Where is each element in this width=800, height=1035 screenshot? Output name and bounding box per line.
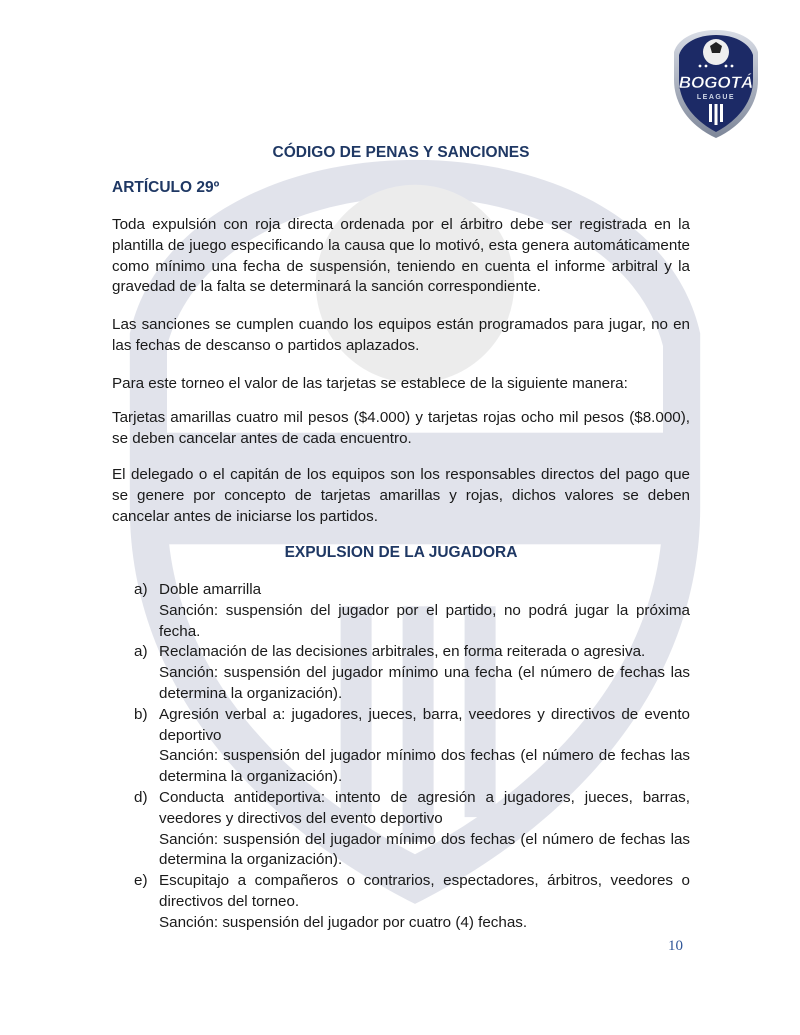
- list-item: [112, 705, 690, 788]
- sanction-text: Sanción: suspensión del jugador mínimo dos fechas (el número de fechas las determina la organización).: [159, 747, 690, 786]
- sanction-text: Sanción: suspensión del jugador mínimo una fecha (el número de fechas las determina la organización).: [159, 664, 690, 702]
- sanction-text: Sanción: suspensión del jugador por cuatro (4) fechas.: [159, 913, 528, 931]
- sanctions-list: [112, 580, 690, 934]
- sanction-text: Sanción: suspensión del jugador por el partido, no podrá jugar la próxima fecha.: [159, 601, 690, 640]
- document-title: CÓDIGO DE PENAS Y SANCIONES: [272, 144, 530, 161]
- paragraph-sanctions-schedule: Las sanciones se cumplen cuando los equipos están programados para jugar, no en las fechas de descanso o partidos aplazados.: [112, 316, 690, 354]
- offense-text: Reclamación de las decisiones arbitrales, en forma reiterada o agresiva.: [159, 643, 646, 661]
- page-number: 10: [668, 938, 683, 954]
- paragraph-payment-responsibility: El delegado o el capitán de los equipos son los responsables directos del pago que se genere por concepto de tarjetas amarillas y rojas, dichos valores se deben cancelar antes de iniciarse los partidos.: [112, 466, 690, 525]
- list-marker: e): [134, 872, 148, 890]
- list-item: [112, 580, 690, 642]
- bogota-league-logo: [670, 28, 762, 140]
- paragraph-card-prices: Tarjetas amarillas cuatro mil pesos ($4.000) y tarjetas rojas ocho mil pesos ($8.000), se deben cancelar antes de cada encuentro.: [112, 409, 690, 447]
- svg-text:LEAGUE: LEAGUE: [696, 94, 736, 101]
- list-marker: b): [134, 705, 148, 723]
- section-heading-expulsion: EXPULSION DE LA JUGADORA: [284, 544, 518, 561]
- list-item: [112, 788, 690, 871]
- offense-text: Doble amarrilla: [159, 581, 262, 598]
- sanction-text: Sanción: suspensión del jugador mínimo dos fechas (el número de fechas las determina la organización).: [159, 830, 690, 869]
- list-marker: a): [134, 643, 148, 661]
- offense-text: Conducta antideportiva: intento de agresión a jugadores, jueces, barras, veedores y directivos del evento deportivo: [159, 788, 690, 827]
- list-item: [112, 871, 690, 933]
- article-heading: ARTÍCULO 29º: [112, 179, 220, 196]
- paragraph-expulsion: Toda expulsión con roja directa ordenada por el árbitro debe ser registrada en la plantilla de juego especificando la causa que lo motivó, esta genera automáticamente como mínimo una fecha de suspensión, teniendo en cuenta el informe arbitral y la gravedad de la falta se determinará la sanción correspondiente.: [112, 216, 690, 296]
- offense-text: Agresión verbal a: jugadores, jueces, barra, veedores y directivos de evento deportivo: [159, 705, 690, 744]
- list-item: [112, 642, 690, 704]
- svg-text:BOGOTÁ: BOGOTÁ: [678, 73, 754, 92]
- list-marker: a): [134, 581, 148, 598]
- paragraph-card-values-intro: Para este torneo el valor de las tarjetas se establece de la siguiente manera:: [112, 375, 628, 392]
- offense-text: Escupitajo a compañeros o contrarios, espectadores, árbitros, veedores o directivos del torneo.: [159, 872, 690, 910]
- list-marker: d): [134, 788, 148, 806]
